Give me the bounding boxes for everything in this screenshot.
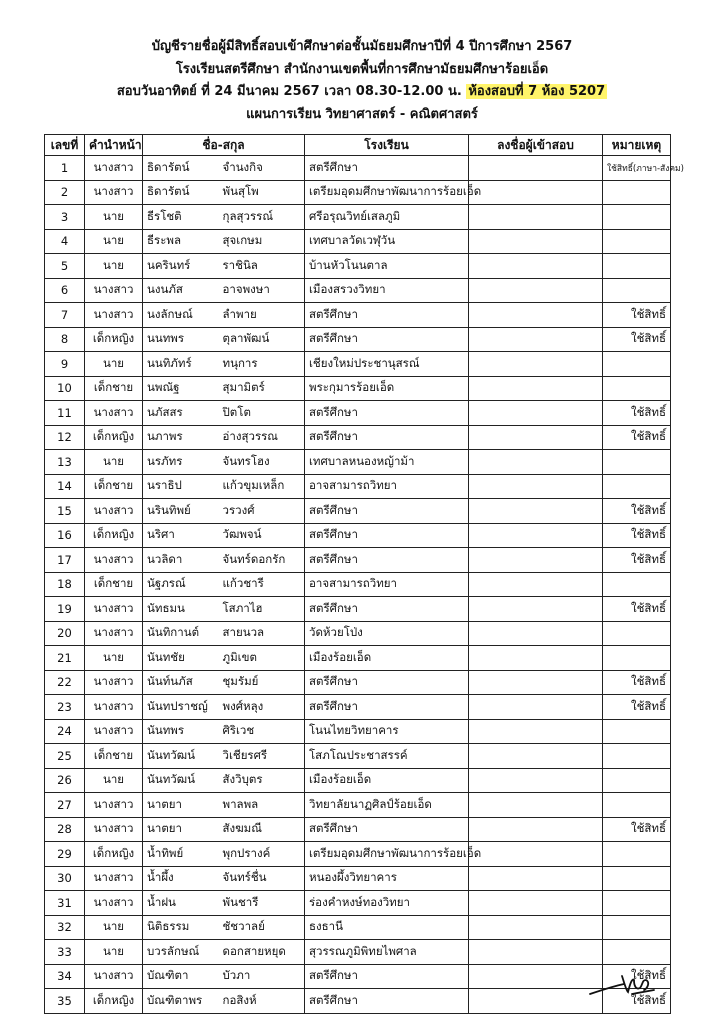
row-note: ใช้สิทธิ์: [603, 425, 671, 450]
row-last-name: กุลสุวรรณ์: [219, 205, 305, 230]
row-signature-cell: [469, 866, 603, 891]
row-number: 34: [45, 964, 85, 989]
row-number: 26: [45, 768, 85, 793]
row-first-name: บัณฑิตา: [143, 964, 219, 989]
table-row: [45, 425, 671, 450]
table-row: [45, 817, 671, 842]
row-signature-cell: [469, 768, 603, 793]
row-title: นางสาว: [85, 303, 143, 328]
row-number: 15: [45, 499, 85, 524]
row-school: สตรีศึกษา: [305, 156, 469, 181]
row-signature-cell: [469, 352, 603, 377]
table-row: [45, 695, 671, 720]
row-title: นางสาว: [85, 621, 143, 646]
document-header: [0, 36, 724, 126]
row-number: 12: [45, 425, 85, 450]
row-school: เมืองร้อยเอ็ด: [305, 768, 469, 793]
row-number: 7: [45, 303, 85, 328]
row-last-name: จำนงกิจ: [219, 156, 305, 181]
row-number: 17: [45, 548, 85, 573]
row-signature-cell: [469, 229, 603, 254]
row-last-name: ราชินิล: [219, 254, 305, 279]
row-first-name: น้ำทิพย์: [143, 842, 219, 867]
row-title: นางสาว: [85, 180, 143, 205]
row-last-name: แก้วขุมเหล็ก: [219, 474, 305, 499]
row-first-name: นันทปราชญ์: [143, 695, 219, 720]
row-signature-cell: [469, 817, 603, 842]
row-note: [603, 254, 671, 279]
row-last-name: อาจพงษา: [219, 278, 305, 303]
table-row: [45, 523, 671, 548]
row-signature-cell: [469, 915, 603, 940]
row-last-name: อ่างสุวรรณ: [219, 425, 305, 450]
row-school: วัดห้วยโป่ง: [305, 621, 469, 646]
row-signature-cell: [469, 401, 603, 426]
table-row: [45, 744, 671, 769]
row-signature-cell: [469, 205, 603, 230]
row-title: นางสาว: [85, 670, 143, 695]
row-first-name: นครินทร์: [143, 254, 219, 279]
row-first-name: นัฐภรณ์: [143, 572, 219, 597]
row-first-name: บัณฑิตาพร: [143, 989, 219, 1014]
table-body: [45, 156, 684, 1014]
row-number: 32: [45, 915, 85, 940]
row-number: 23: [45, 695, 85, 720]
row-note: ใช้สิทธิ์: [603, 303, 671, 328]
row-first-name: ธิดารัตน์: [143, 180, 219, 205]
row-signature-cell: [469, 425, 603, 450]
row-first-name: นรภัทร: [143, 450, 219, 475]
header-exam-datetime: [0, 81, 724, 104]
row-last-name: พันสุโพ: [219, 180, 305, 205]
row-first-name: นันท์นภัส: [143, 670, 219, 695]
row-note: [603, 940, 671, 965]
table-row: [45, 229, 671, 254]
row-first-name: นภัสสร: [143, 401, 219, 426]
row-number: 10: [45, 376, 85, 401]
row-school: สตรีศึกษา: [305, 817, 469, 842]
row-title: นางสาว: [85, 891, 143, 916]
col-header-name: ชื่อ-สกุล: [143, 135, 305, 156]
row-number: 35: [45, 989, 85, 1014]
row-number: 19: [45, 597, 85, 622]
row-note: [603, 768, 671, 793]
row-note: ใช้สิทธิ์: [603, 989, 671, 1014]
row-note: [603, 915, 671, 940]
row-last-name: วิเชียรศรี: [219, 744, 305, 769]
row-note: [603, 180, 671, 205]
table-header-row: [45, 135, 671, 156]
row-last-name: สุจเกษม: [219, 229, 305, 254]
row-note: ใช้สิทธิ์: [603, 523, 671, 548]
row-signature-cell: [469, 523, 603, 548]
row-number: 8: [45, 327, 85, 352]
row-school: สตรีศึกษา: [305, 401, 469, 426]
row-note: ใช้สิทธิ์: [603, 548, 671, 573]
row-note: [603, 621, 671, 646]
row-school: โนนไทยวิทยาคาร: [305, 719, 469, 744]
row-first-name: นภาพร: [143, 425, 219, 450]
row-note: ใช้สิทธิ์: [603, 964, 671, 989]
row-number: 1: [45, 156, 85, 181]
row-signature-cell: [469, 719, 603, 744]
row-title: นางสาว: [85, 548, 143, 573]
row-school: สตรีศึกษา: [305, 425, 469, 450]
row-title: นาย: [85, 254, 143, 279]
row-school: สตรีศึกษา: [305, 499, 469, 524]
row-signature-cell: [469, 670, 603, 695]
row-school: สตรีศึกษา: [305, 695, 469, 720]
row-note: [603, 572, 671, 597]
row-last-name: กอสิงห์: [219, 989, 305, 1014]
row-signature-cell: [469, 989, 603, 1014]
row-school: สตรีศึกษา: [305, 989, 469, 1014]
table-row: [45, 303, 671, 328]
row-last-name: สายนวล: [219, 621, 305, 646]
row-signature-cell: [469, 646, 603, 671]
table-row: [45, 964, 671, 989]
col-header-note: หมายเหตุ: [603, 135, 671, 156]
table-row: [45, 646, 671, 671]
row-number: 31: [45, 891, 85, 916]
row-number: 5: [45, 254, 85, 279]
row-signature-cell: [469, 793, 603, 818]
row-number: 30: [45, 866, 85, 891]
row-last-name: พงศ์หลุง: [219, 695, 305, 720]
table-row: [45, 156, 671, 181]
row-last-name: สุมามิตร์: [219, 376, 305, 401]
row-last-name: พันชารี: [219, 891, 305, 916]
row-school: เมืองร้อยเอ็ด: [305, 646, 469, 671]
row-number: 28: [45, 817, 85, 842]
row-number: 18: [45, 572, 85, 597]
row-number: 16: [45, 523, 85, 548]
row-signature-cell: [469, 254, 603, 279]
row-title: เด็กหญิง: [85, 327, 143, 352]
row-signature-cell: [469, 474, 603, 499]
row-note: ใช้สิทธิ์: [603, 327, 671, 352]
row-note: [603, 205, 671, 230]
table-row: [45, 719, 671, 744]
row-note: [603, 450, 671, 475]
row-title: นาย: [85, 646, 143, 671]
row-signature-cell: [469, 891, 603, 916]
table-row: [45, 768, 671, 793]
row-school: เทศบาลวัดเวฬุวัน: [305, 229, 469, 254]
row-last-name: พุกปรางค์: [219, 842, 305, 867]
row-school: ร่องคำหงษ์ทองวิทยา: [305, 891, 469, 916]
row-school: วิทยาลัยนาฏศิลป์ร้อยเอ็ด: [305, 793, 469, 818]
row-signature-cell: [469, 744, 603, 769]
row-title: นางสาว: [85, 719, 143, 744]
row-last-name: ดอกสายหยุด: [219, 940, 305, 965]
table-row: [45, 940, 671, 965]
table-row: [45, 327, 671, 352]
row-school: เชียงใหม่ประชานุสรณ์: [305, 352, 469, 377]
row-signature-cell: [469, 572, 603, 597]
row-school: สตรีศึกษา: [305, 597, 469, 622]
row-title: นางสาว: [85, 817, 143, 842]
row-first-name: นนทพร: [143, 327, 219, 352]
row-school: สตรีศึกษา: [305, 964, 469, 989]
row-first-name: นาตยา: [143, 793, 219, 818]
row-number: 2: [45, 180, 85, 205]
row-title: นางสาว: [85, 793, 143, 818]
row-last-name: โสภาไฮ: [219, 597, 305, 622]
row-school: อาจสามารถวิทยา: [305, 572, 469, 597]
table-row: [45, 254, 671, 279]
row-title: นางสาว: [85, 499, 143, 524]
row-last-name: ชุมรัมย์: [219, 670, 305, 695]
row-note: ใช้สิทธิ์: [603, 695, 671, 720]
row-school: สตรีศึกษา: [305, 327, 469, 352]
row-school: หนองผึ้งวิทยาคาร: [305, 866, 469, 891]
row-last-name: สังฆมณี: [219, 817, 305, 842]
row-title: นาย: [85, 940, 143, 965]
row-title: เด็กหญิง: [85, 425, 143, 450]
row-school: เตรียมอุดมศึกษาพัฒนาการร้อยเอ็ด: [305, 180, 469, 205]
row-signature-cell: [469, 376, 603, 401]
row-school: เมืองสรวงวิทยา: [305, 278, 469, 303]
row-first-name: นริศา: [143, 523, 219, 548]
row-signature-cell: [469, 499, 603, 524]
row-first-name: ธีระพล: [143, 229, 219, 254]
row-title: นางสาว: [85, 866, 143, 891]
table-row: [45, 180, 671, 205]
table-row: [45, 401, 671, 426]
row-number: 11: [45, 401, 85, 426]
row-note: [603, 793, 671, 818]
table-row: [45, 450, 671, 475]
table-row: [45, 989, 671, 1014]
row-note: [603, 474, 671, 499]
row-school: สตรีศึกษา: [305, 523, 469, 548]
row-number: 9: [45, 352, 85, 377]
header-school: โรงเรียนสตรีศึกษา สำนักงานเขตพื้นที่การศึกษามัธยมศึกษาร้อยเอ็ด: [175, 61, 549, 77]
col-header-title: คำนำหน้า: [85, 135, 143, 156]
col-header-school: โรงเรียน: [305, 135, 469, 156]
table-row: [45, 842, 671, 867]
row-signature-cell: [469, 621, 603, 646]
row-signature-cell: [469, 940, 603, 965]
header-title: บัญชีรายชื่อผู้มีสิทธิ์สอบเข้าศึกษาต่อชั้นมัธยมศึกษาปีที่ 4 ปีการศึกษา 2567: [151, 39, 573, 54]
row-last-name: สังวิบุตร: [219, 768, 305, 793]
row-title: เด็กชาย: [85, 744, 143, 769]
row-last-name: จันทร์ชื่น: [219, 866, 305, 891]
row-school: โสภโณประชาสรรค์: [305, 744, 469, 769]
row-number: 6: [45, 278, 85, 303]
row-signature-cell: [469, 842, 603, 867]
col-header-number: เลขที่: [45, 135, 85, 156]
row-school: ธงธานี: [305, 915, 469, 940]
row-last-name: บัวภา: [219, 964, 305, 989]
table-row: [45, 866, 671, 891]
row-title: นาย: [85, 768, 143, 793]
row-title: นางสาว: [85, 401, 143, 426]
row-title: นางสาว: [85, 156, 143, 181]
row-school: พระกุมารร้อยเอ็ด: [305, 376, 469, 401]
row-note: ใช้สิทธิ์(ภาษา-สังคม): [603, 156, 671, 181]
row-school: เทศบาลหนองหญ้าม้า: [305, 450, 469, 475]
row-note: [603, 866, 671, 891]
row-title: นาย: [85, 205, 143, 230]
row-title: นาย: [85, 229, 143, 254]
row-first-name: นาตยา: [143, 817, 219, 842]
row-school: สุวรรณภูมิพิทยไพศาล: [305, 940, 469, 965]
row-first-name: นงลักษณ์: [143, 303, 219, 328]
row-first-name: บวรลักษณ์: [143, 940, 219, 965]
row-first-name: นันทวัฒน์: [143, 768, 219, 793]
student-roster-table: [44, 134, 684, 1014]
row-last-name: ลำพาย: [219, 303, 305, 328]
row-first-name: นิติธรรม: [143, 915, 219, 940]
row-title: เด็กชาย: [85, 376, 143, 401]
row-signature-cell: [469, 695, 603, 720]
row-note: [603, 376, 671, 401]
row-number: 4: [45, 229, 85, 254]
row-signature-cell: [469, 327, 603, 352]
row-number: 27: [45, 793, 85, 818]
row-first-name: นันทชัย: [143, 646, 219, 671]
row-title: เด็กชาย: [85, 572, 143, 597]
row-last-name: จันทรโฮง: [219, 450, 305, 475]
row-first-name: นัทธมน: [143, 597, 219, 622]
table-row: [45, 474, 671, 499]
row-school: สตรีศึกษา: [305, 303, 469, 328]
row-signature-cell: [469, 180, 603, 205]
row-note: ใช้สิทธิ์: [603, 401, 671, 426]
row-first-name: นันทิกานต์: [143, 621, 219, 646]
row-note: [603, 744, 671, 769]
row-number: 3: [45, 205, 85, 230]
row-signature-cell: [469, 964, 603, 989]
row-note: [603, 842, 671, 867]
row-number: 29: [45, 842, 85, 867]
row-signature-cell: [469, 278, 603, 303]
row-title: นางสาว: [85, 597, 143, 622]
table-row: [45, 670, 671, 695]
row-signature-cell: [469, 548, 603, 573]
table-row: [45, 915, 671, 940]
row-number: 21: [45, 646, 85, 671]
row-signature-cell: [469, 303, 603, 328]
row-last-name: วรวงศ์: [219, 499, 305, 524]
col-header-signature: ลงชื่อผู้เข้าสอบ: [469, 135, 603, 156]
row-last-name: ศิริเวช: [219, 719, 305, 744]
row-note: [603, 891, 671, 916]
row-number: 22: [45, 670, 85, 695]
table-row: [45, 499, 671, 524]
row-school: เตรียมอุดมศึกษาพัฒนาการร้อยเอ็ด: [305, 842, 469, 867]
exam-date-text: สอบวันอาทิตย์ ที่ 24 มีนาคม 2567 เวลา 08.30-12.00 น.: [116, 84, 462, 99]
header-study-plan: แผนการเรียน วิทยาศาสตร์ - คณิตศาสตร์: [246, 106, 478, 122]
row-note: [603, 278, 671, 303]
table-row: [45, 891, 671, 916]
row-number: 33: [45, 940, 85, 965]
table-row: [45, 793, 671, 818]
row-first-name: ธิดารัตน์: [143, 156, 219, 181]
row-title: นางสาว: [85, 278, 143, 303]
row-number: 24: [45, 719, 85, 744]
row-title: นาย: [85, 450, 143, 475]
row-last-name: ภูมิเขต: [219, 646, 305, 671]
row-first-name: นันทวัฒน์: [143, 744, 219, 769]
row-note: ใช้สิทธิ์: [603, 499, 671, 524]
row-last-name: แก้วชารี: [219, 572, 305, 597]
row-school: บ้านหัวโนนตาล: [305, 254, 469, 279]
row-note: ใช้สิทธิ์: [603, 597, 671, 622]
table-row: [45, 597, 671, 622]
row-first-name: นันทพร: [143, 719, 219, 744]
handwritten-signature-icon: [588, 972, 658, 998]
row-school: สตรีศึกษา: [305, 670, 469, 695]
row-title: เด็กหญิง: [85, 842, 143, 867]
row-last-name: ทนุการ: [219, 352, 305, 377]
row-last-name: จันทร์ดอกรัก: [219, 548, 305, 573]
row-note: [603, 646, 671, 671]
row-number: 14: [45, 474, 85, 499]
row-note: [603, 352, 671, 377]
table-row: [45, 548, 671, 573]
row-note: ใช้สิทธิ์: [603, 817, 671, 842]
table-row: [45, 205, 671, 230]
row-note: ใช้สิทธิ์: [603, 670, 671, 695]
row-first-name: ธีรโชติ: [143, 205, 219, 230]
row-first-name: นวลิดา: [143, 548, 219, 573]
row-title: นาย: [85, 352, 143, 377]
row-signature-cell: [469, 450, 603, 475]
row-first-name: นรินทิพย์: [143, 499, 219, 524]
row-number: 20: [45, 621, 85, 646]
row-title: นางสาว: [85, 695, 143, 720]
row-school: ศรีอรุณวิทย์เสลภูมิ: [305, 205, 469, 230]
table-row: [45, 376, 671, 401]
row-title: เด็กชาย: [85, 474, 143, 499]
row-last-name: ตุลาพัฒน์: [219, 327, 305, 352]
row-first-name: นราธิป: [143, 474, 219, 499]
row-first-name: นพณัฐ: [143, 376, 219, 401]
row-first-name: นงนภัส: [143, 278, 219, 303]
row-note: [603, 719, 671, 744]
row-note: [603, 229, 671, 254]
row-title: เด็กหญิง: [85, 523, 143, 548]
table-row: [45, 352, 671, 377]
row-last-name: พาลพล: [219, 793, 305, 818]
row-title: นางสาว: [85, 964, 143, 989]
row-number: 13: [45, 450, 85, 475]
row-first-name: นนทิภัทร์: [143, 352, 219, 377]
table-row: [45, 278, 671, 303]
row-title: นาย: [85, 915, 143, 940]
row-last-name: ชัชวาลย์: [219, 915, 305, 940]
row-school: สตรีศึกษา: [305, 548, 469, 573]
table-row: [45, 572, 671, 597]
row-last-name: ปิตโต: [219, 401, 305, 426]
row-signature-cell: [469, 156, 603, 181]
row-last-name: วัฒพจน์: [219, 523, 305, 548]
row-first-name: น้ำฝน: [143, 891, 219, 916]
exam-room-highlight: ห้องสอบที่ 7 ห้อง 5207: [468, 84, 606, 99]
row-number: 25: [45, 744, 85, 769]
row-signature-cell: [469, 597, 603, 622]
row-school: อาจสามารถวิทยา: [305, 474, 469, 499]
table-row: [45, 621, 671, 646]
row-first-name: น้ำผึ้ง: [143, 866, 219, 891]
row-title: เด็กหญิง: [85, 989, 143, 1014]
